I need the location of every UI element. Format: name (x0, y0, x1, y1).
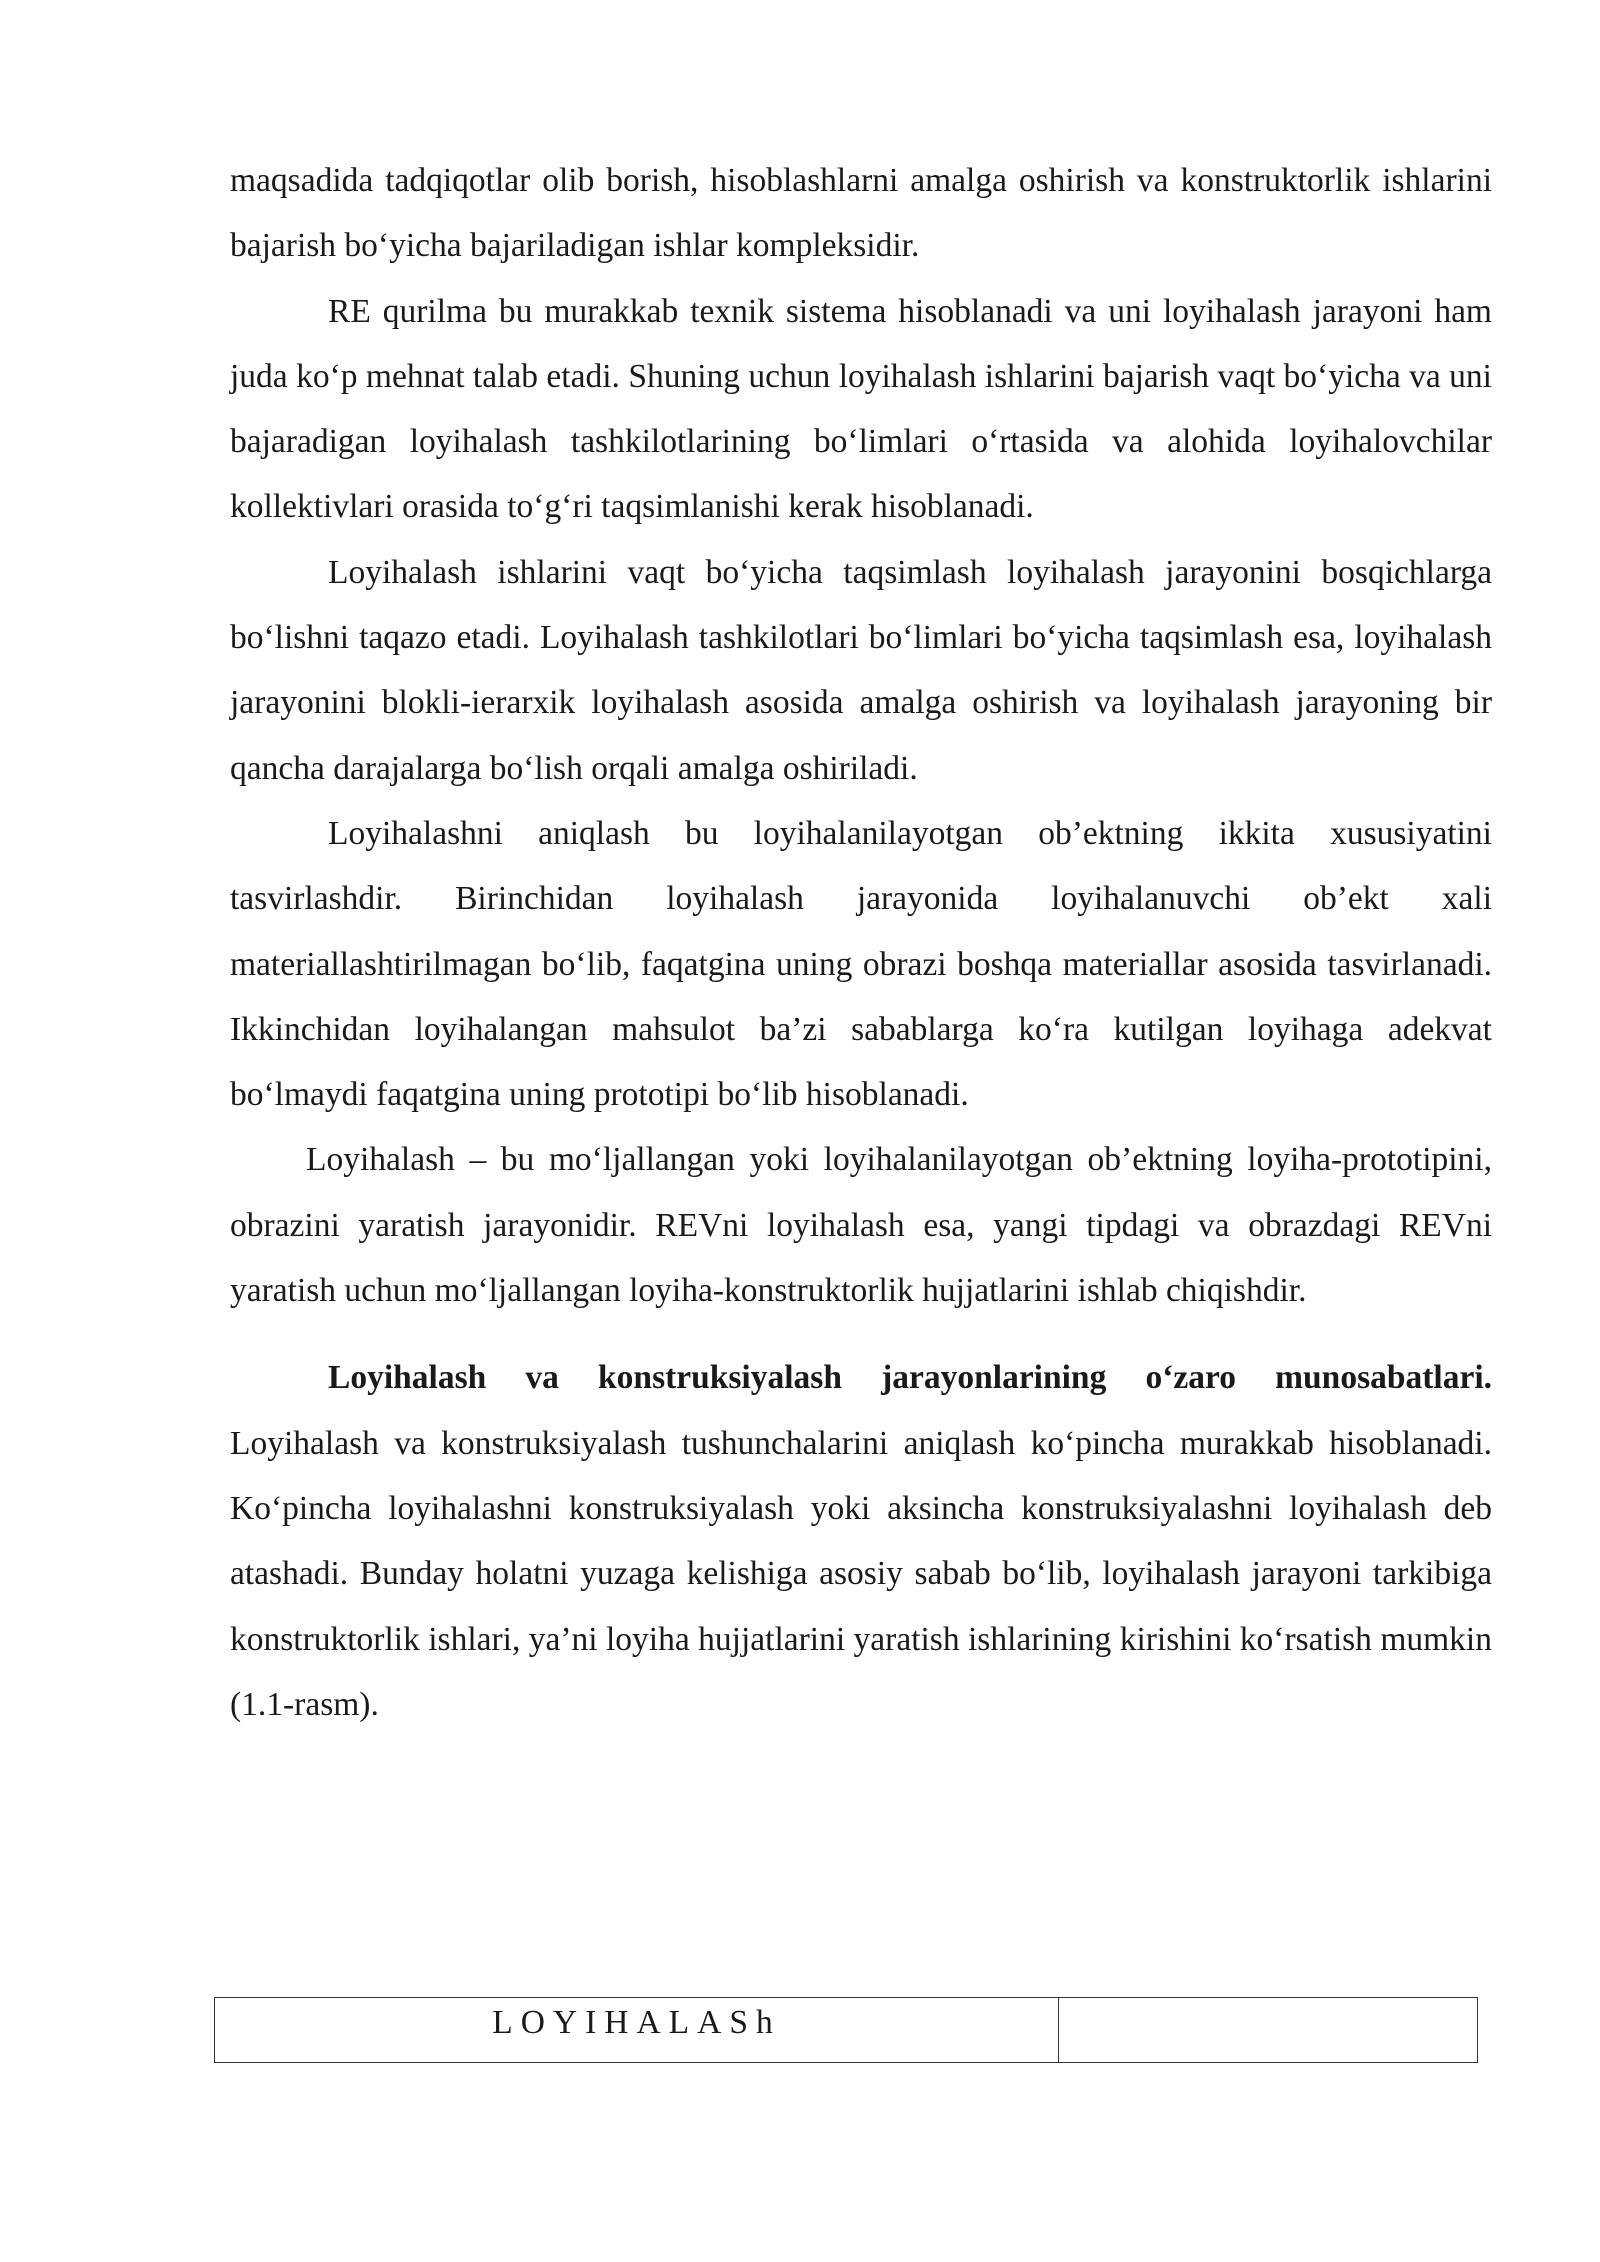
paragraph-1: maqsadida tadqiqotlar olib borish, hisoblashlarni amalga oshirish va konstruktorlik ishlarini bajarish bo‘yicha bajariladigan ishlar kompleksidir. (230, 162, 1492, 265)
body-text (230, 148, 1492, 1737)
section-gap (230, 1323, 1492, 1345)
paragraph-2: RE qurilma bu murakkab texnik sistema hisoblanadi va uni loyihalash jarayoni ham juda ko‘p mehnat talab etadi. Shuning uchun loyihalash ishlarini bajarish vaqt bo‘yicha va uni bajaradigan loyihalash tashkilotlarining bo‘limlari o‘rtasida va alohida loyihalovchilar kollektivlari orasida to‘g‘ri taqsimlanishi kerak hisoblanadi. (230, 292, 1492, 526)
diagram-empty-cell (1059, 1998, 1477, 2062)
paragraph-3: Loyihalash ishlarini vaqt bo‘yicha taqsimlash loyihalash jarayonini bosqichlarga bo‘lishni taqazo etadi. Loyihalash tashkilotlari bo‘limlari bo‘yicha taqsimlash esa, loyihalash jarayonini blokli-ierarxik loyihalash asosida amalga oshirish va loyihalash jarayoning bir qancha darajalarga bo‘lish orqali amalga oshiriladi. (230, 553, 1492, 787)
section-paragraph (230, 1345, 1492, 1737)
paragraph-5: Loyihalash – bu mo‘ljallangan yoki loyihalanilayotgan ob’ektning loyiha-prototipini, obrazini yaratish jarayonidir. REVni loyihalash esa, yangi tipdagi va obrazdagi REVni yaratish uchun mo‘ljallangan loyiha-konstruktorlik hujjatlarini ishlab chiqishdir. (230, 1141, 1492, 1310)
section-text: Loyihalash va konstruksiyalash tushunchalarini aniqlash ko‘pincha murakkab hisoblanadi. Ko‘pincha loyihalashni konstruksiyalash yoki aksincha konstruksiyalashni loyihalash deb atashadi. Bunday holatni yuzaga kelishiga asosiy sabab bo‘lib, loyihalash jarayoni tarkibiga konstruktorlik ishlari, ya’ni loyiha hujjatlarini yaratish ishlarining kirishini ko‘rsatish mumkin (1.1-rasm). (230, 1424, 1492, 1723)
diagram-box (214, 1997, 1478, 2063)
paragraph-4: Loyihalashni aniqlash bu loyihalanilayotgan ob’ektning ikkita xususiyatini tasvirlashdir. Birinchidan loyihalash jarayonida loyihalanuvchi ob’ekt xali materiallashtirilmagan bo‘lib, faqatgina uning obrazi boshqa materiallar asosida tasvirlanadi. Ikkinchidan loyihalangan mahsulot ba’zi sabablarga ko‘ra kutilgan loyihaga adekvat bo‘lmaydi faqatgina uning prototipi bo‘lib hisoblanadi. (230, 814, 1492, 1114)
section-heading: Loyihalash va konstruksiyalash jarayonlarining o‘zaro munosabatlari. (328, 1359, 1492, 1397)
diagram-title-cell: LOYIHALASh (215, 1998, 1059, 2062)
